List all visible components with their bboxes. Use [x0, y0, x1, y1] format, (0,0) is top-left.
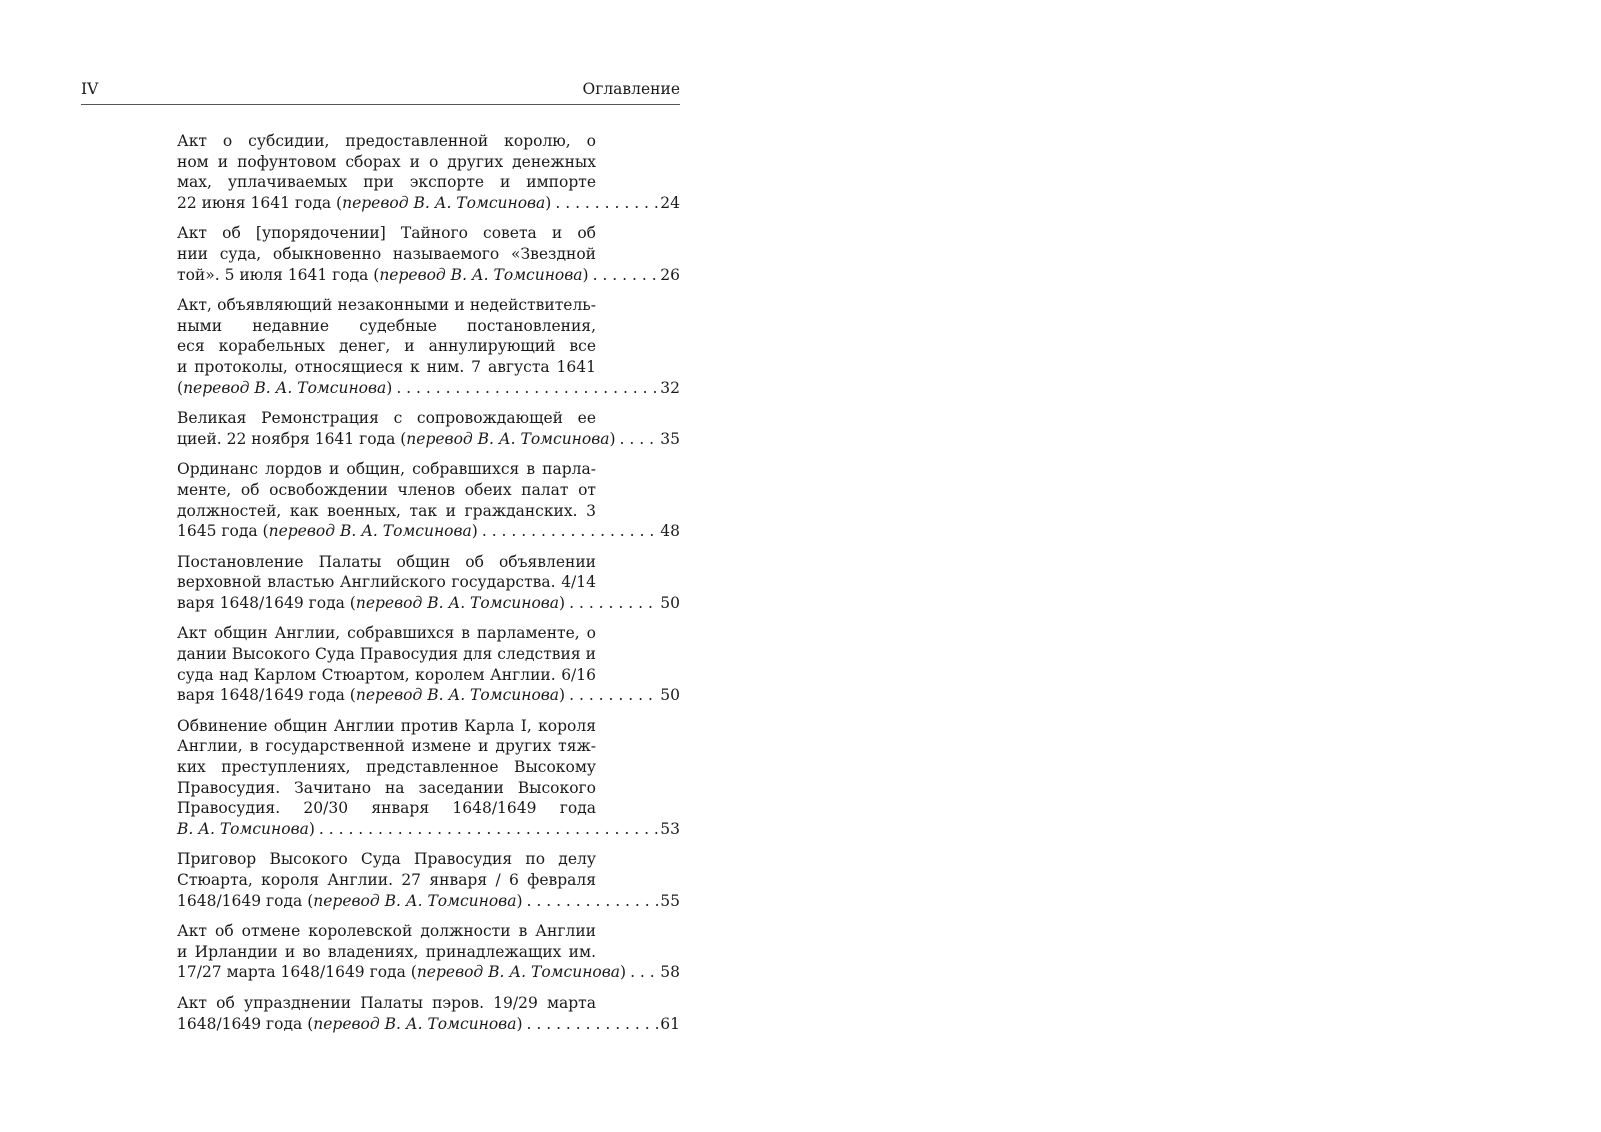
toc-entry-line: Постановление Палаты общин об объявлении — [177, 552, 596, 571]
toc-entry-last-line — [177, 378, 680, 399]
toc-page-number[interactable]: 48 — [660, 522, 680, 541]
toc-entry-last-line — [177, 891, 680, 912]
toc-page-number[interactable]: 53 — [660, 819, 680, 838]
toc-entry-line: Обвинение общин Англии против Карла I, короля — [177, 716, 596, 735]
toc-entry-line: и протоколы, относящиеся к ним. 7 августа 1641 — [177, 357, 596, 376]
toc-entry-close-paren: ) — [471, 522, 478, 541]
toc-entry-line: мах, уплачиваемых при экспорте и импорте — [177, 173, 596, 192]
running-title: Оглавление — [582, 80, 680, 98]
toc-entry-text — [177, 593, 565, 614]
toc-entry-translator: перевод В. А. Томсинова — [268, 522, 472, 541]
toc-entry-translator: перевод В. А. Томсинова — [416, 963, 620, 982]
toc-entry-text — [177, 265, 589, 286]
toc-entry-line: ких преступлениях, представленное Высокому — [177, 758, 596, 777]
toc-entry-last-line — [177, 193, 680, 214]
toc-entry-line: менте, об освобождении членов обеих палат от — [177, 480, 596, 499]
dot-leader — [551, 193, 659, 214]
toc-entry-text — [177, 685, 565, 706]
table-of-contents — [177, 131, 680, 1044]
toc-entry-line: нии суда, обыкновенно называемого «Звездной — [177, 244, 596, 263]
dot-leader — [523, 1014, 660, 1035]
toc-entry-date: цией. 22 ноября 1641 года ( — [177, 429, 407, 448]
toc-entry[interactable] — [177, 223, 680, 285]
toc-entry-translator: перевод В. А. Томсинова — [313, 891, 517, 910]
toc-page-number[interactable]: 55 — [660, 891, 680, 910]
toc-entry-text — [177, 378, 392, 399]
toc-entry-date: 17/27 марта 1648/1649 года ( — [177, 963, 417, 982]
toc-entry-close-paren: ) — [308, 819, 315, 838]
toc-entry-close-paren: ) — [545, 193, 552, 212]
toc-page-number[interactable]: 24 — [660, 193, 680, 212]
toc-entry-date: 1648/1649 года ( — [177, 891, 314, 910]
toc-entry-last-line — [177, 819, 680, 840]
toc-entry-close-paren: ) — [386, 378, 393, 397]
toc-entry-line: суда над Карлом Стюартом, королем Англии. 6/16 — [177, 665, 596, 684]
toc-page-number[interactable]: 58 — [660, 963, 680, 982]
toc-entry-last-line — [177, 521, 680, 542]
dot-leader — [626, 962, 659, 983]
toc-entry-date: 1645 года ( — [177, 522, 269, 541]
toc-entry[interactable] — [177, 552, 680, 614]
toc-entry-text — [177, 891, 523, 912]
toc-entry-translator: перевод В. А. Томсинова — [342, 193, 546, 212]
toc-entry-last-line — [177, 962, 680, 983]
toc-entry-line: Акт об упразднении Палаты пэров. 19/29 марта — [177, 993, 596, 1012]
toc-page-number[interactable]: 50 — [660, 686, 680, 705]
toc-entry-close-paren: ) — [516, 891, 523, 910]
running-header — [81, 70, 680, 105]
toc-page-number[interactable]: 50 — [660, 593, 680, 612]
toc-entry-text — [177, 521, 478, 542]
toc-entry-text — [177, 1014, 523, 1035]
toc-entry-close-paren: ) — [620, 963, 627, 982]
toc-entry[interactable] — [177, 295, 680, 398]
toc-entry-close-paren: ) — [559, 593, 566, 612]
toc-entry-line: Акт, объявляющий незаконными и недействитель- — [177, 296, 596, 315]
dot-leader — [315, 819, 659, 840]
toc-entry-last-line — [177, 593, 680, 614]
dot-leader — [616, 429, 660, 450]
toc-entry-translator: В. А. Томсинова — [177, 819, 309, 838]
toc-entry[interactable] — [177, 623, 680, 705]
toc-entry-line: Приговор Высокого Суда Правосудия по делу — [177, 850, 596, 869]
toc-entry-last-line — [177, 429, 680, 450]
toc-entry-translator: перевод В. А. Томсинова — [379, 265, 583, 284]
dot-leader — [589, 265, 660, 286]
dot-leader — [392, 378, 659, 399]
toc-entry[interactable] — [177, 408, 680, 449]
toc-entry-line: должностей, как военных, так и гражданских. 3 — [177, 501, 596, 520]
toc-entry-line: Акт общин Англии, собравшихся в парламенте, о — [177, 624, 596, 643]
toc-entry-close-paren: ) — [516, 1014, 523, 1033]
toc-entry-last-line — [177, 685, 680, 706]
toc-page-number[interactable]: 26 — [660, 265, 680, 284]
toc-entry-line: верховной властью Английского государства. 4/14 — [177, 573, 596, 592]
toc-entry-line: Великая Ремонстрация с сопровождающей ее — [177, 409, 596, 428]
toc-page-number[interactable]: 32 — [660, 378, 680, 397]
dot-leader — [478, 521, 659, 542]
toc-entry-line: и Ирландии и во владениях, принадлежащих им. — [177, 942, 596, 961]
toc-entry-line: Акт об отмене королевской должности в Англии — [177, 922, 596, 941]
toc-entry-date: варя 1648/1649 года ( — [177, 593, 356, 612]
toc-entry-text — [177, 193, 551, 214]
toc-entry-date: той». 5 июля 1641 года ( — [177, 265, 380, 284]
toc-entry-line: Акт об [упорядочении] Тайного совета и об — [177, 224, 596, 243]
toc-entry-translator: перевод В. А. Томсинова — [183, 378, 387, 397]
toc-page-number[interactable]: 35 — [660, 429, 680, 448]
toc-entry[interactable] — [177, 716, 680, 840]
toc-entry-translator: перевод В. А. Томсинова — [313, 1014, 517, 1033]
toc-entry-date: варя 1648/1649 года ( — [177, 686, 356, 705]
toc-entry[interactable] — [177, 993, 680, 1034]
toc-entry-text — [177, 962, 626, 983]
toc-entry-line: Стюарта, короля Англии. 27 января / 6 февраля — [177, 871, 596, 889]
toc-entry-date: ( — [177, 378, 184, 397]
toc-entry-translator: перевод В. А. Томсинова — [355, 593, 560, 612]
toc-entry-close-paren: ) — [582, 265, 589, 284]
toc-entry-translator: перевод В. А. Томсинова — [355, 686, 560, 705]
page-number: IV — [81, 80, 99, 98]
toc-entry-line: Правосудия. Зачитано на заседании Высокого — [177, 778, 596, 797]
toc-entry-last-line — [177, 1014, 680, 1035]
toc-entry-date: 1648/1649 года ( — [177, 1014, 314, 1033]
toc-entry-text — [177, 429, 616, 450]
toc-entry[interactable] — [177, 849, 680, 911]
toc-entry-text — [177, 819, 315, 840]
toc-entry-line: Англии, в государственной измене и других тяж- — [177, 737, 596, 756]
toc-entry-translator: перевод В. А. Томсинова — [406, 429, 610, 448]
toc-entry-line: Ординанс лордов и общин, собравшихся в парла- — [177, 460, 596, 479]
toc-entry-last-line — [177, 265, 680, 286]
toc-entry-line: Правосудия. 20/30 января 1648/1649 года — [177, 799, 596, 818]
toc-entry-line: Акт о субсидии, предоставленной королю, о — [177, 132, 596, 150]
toc-entry-line: ными недавние судебные постановления, — [177, 316, 596, 335]
toc-entry-close-paren: ) — [609, 429, 616, 448]
dot-leader — [565, 685, 659, 706]
dot-leader — [565, 593, 659, 614]
toc-entry-line: еся корабельных денег, и аннулирующий все — [177, 337, 596, 356]
toc-entry[interactable] — [177, 459, 680, 541]
toc-entry-date: 22 июня 1641 года ( — [177, 193, 343, 212]
toc-entry[interactable] — [177, 921, 680, 983]
toc-entry-line: дании Высокого Суда Правосудия для следствия и — [177, 645, 596, 664]
toc-entry[interactable] — [177, 131, 680, 213]
toc-entry-close-paren: ) — [559, 686, 566, 705]
dot-leader — [523, 891, 660, 912]
toc-page-number[interactable]: 61 — [660, 1014, 680, 1033]
toc-entry-line: ном и пофунтовом сборах и о других денежных — [177, 152, 596, 171]
